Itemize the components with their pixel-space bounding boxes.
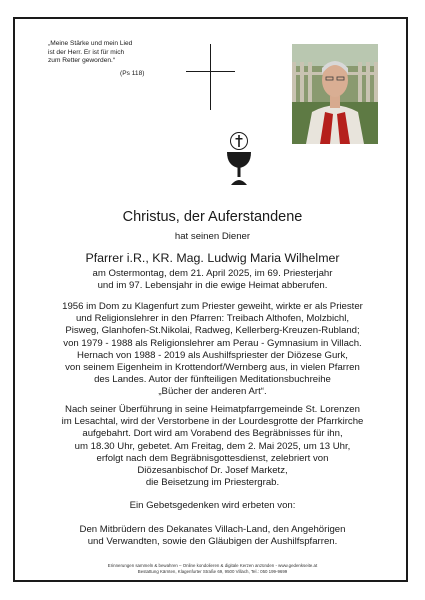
biography-line: und Religionslehrer in den Pfarren: Treibach Althofen, Molzbichl, xyxy=(75,313,350,325)
portrait-photo xyxy=(292,44,378,144)
biography-line: von 1979 - 1988 als Religionslehrer am Perau - Gymnasium in Villach. xyxy=(63,337,362,349)
biography-line: des Landes. Autor der fünfteiligen Meditationsbuchreihe xyxy=(94,374,331,386)
heading-title: Christus, der Auferstandene xyxy=(122,209,303,225)
biography-line: von seinem Eigenheim in Krottendorf/Wernberg aus, in vielen Pfarren xyxy=(65,362,360,374)
mourners-line: und Verwandten, sowie den Gläubigen der Aushilfspfarren. xyxy=(87,536,338,547)
funeral-line: Diözesanbischof Dr. Josef Marketz, xyxy=(137,465,288,477)
info-line: am Ostermontag, dem 21. April 2025, im 69. Priesterjahr xyxy=(92,268,333,279)
footer xyxy=(26,563,399,575)
cross-icon-bar xyxy=(186,71,235,72)
chalice-icon xyxy=(224,130,254,188)
funeral-line: um 18.30 Uhr, gebetet. Am Freitag, dem 2. Mai 2025, um 13 Uhr, xyxy=(74,440,351,452)
quote-line: „Meine Stärke und mein Lied xyxy=(48,40,133,47)
heading-subtitle: hat seinen Diener xyxy=(174,231,251,242)
funeral-line: im Lesachtal, wird der Verstorbene in der Lourdesgrotte der Pfarrkirche xyxy=(61,416,364,428)
quote-reference: (Ps 118) xyxy=(120,70,145,77)
deceased-info xyxy=(26,268,399,292)
bible-quote xyxy=(48,40,158,66)
deceased-name: Pfarrer i.R., KR. Mag. Ludwig Maria Wilhelmer xyxy=(85,251,340,265)
mourners-list xyxy=(26,524,399,548)
biography-line: 1956 im Dom zu Klagenfurt zum Priester geweiht, wirkte er als Priester xyxy=(62,301,363,312)
footer-line: Bestattung Kärnten, Klagenfurter Straße 69, 9500 Villach, Tel.: 050 199-9699 xyxy=(137,569,288,574)
prayer-request: Ein Gebetsgedenken wird erbeten von: xyxy=(129,500,296,511)
quote-line: ist der Herr. Er ist für mich xyxy=(48,48,125,56)
funeral-line: Nach seiner Überführung in seine Heimatpfarrgemeinde St. Lorenzen xyxy=(65,404,360,415)
mourners-line: Den Mitbrüdern des Dekanates Villach-Land, den Angehörigen xyxy=(79,524,346,535)
quote-line: zum Retter geworden.“ xyxy=(48,57,116,65)
cross-icon xyxy=(210,44,211,110)
biography-line: Pisweg, Glanhofen-St.Nikolai, Radweg, Kellerberg-Kreuzen-Rubland; xyxy=(65,325,360,337)
footer-line: Erinnerungen sammeln & bewahren – Online kondolieren & digitale Kerzen anzünden - www.gedenkseite.at xyxy=(107,563,318,568)
biography-line: Hernach von 1988 - 2019 als Aushilfspriester der Diözese Gurk, xyxy=(77,349,348,361)
biography-line: „Bücher der anderen Art“. xyxy=(158,386,267,398)
funeral-line: aufgebahrt. Dort wird am Vorabend des Begräbnisses für ihn, xyxy=(82,428,343,440)
funeral-line: erfolgt nach dem Begräbnisgottesdienst, zelebriert von xyxy=(96,452,329,464)
info-line: und im 97. Lebensjahr in die ewige Heimat abberufen. xyxy=(97,280,328,291)
funeral-line: die Beisetzung im Priestergrab. xyxy=(145,477,280,489)
biography-paragraph xyxy=(26,301,399,399)
funeral-paragraph xyxy=(26,404,399,489)
